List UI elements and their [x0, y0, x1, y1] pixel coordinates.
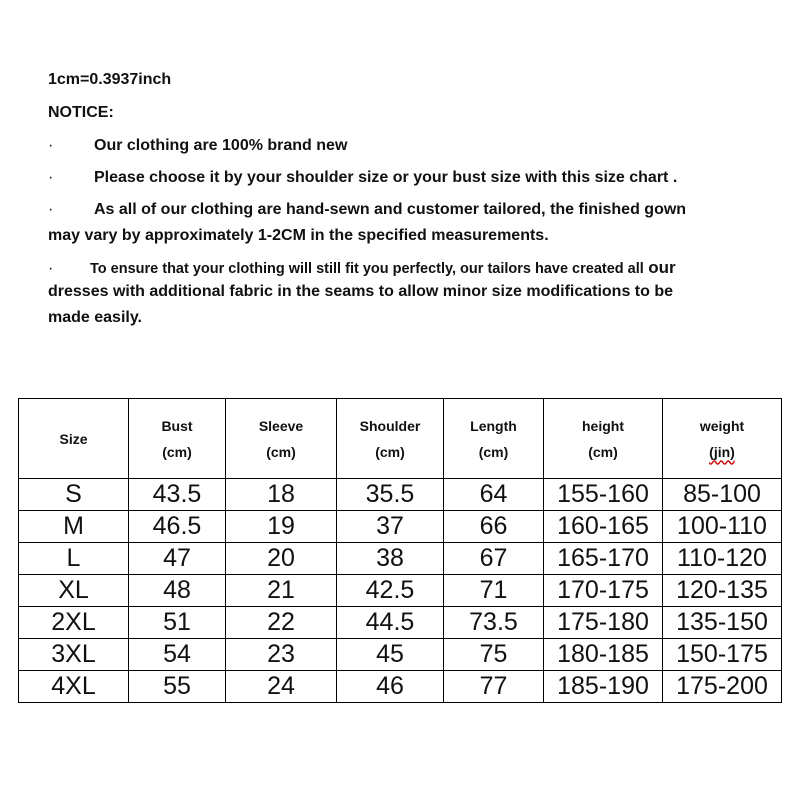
cell-sleeve: 21: [226, 575, 337, 607]
cell-length: 73.5: [444, 607, 544, 639]
table-header-row: [19, 399, 782, 479]
cell-weight: 100-110: [663, 511, 782, 543]
cell-size: 2XL: [19, 607, 129, 639]
cell-height: 165-170: [544, 543, 663, 575]
header-shoulder: Shoulder (cm): [337, 399, 444, 479]
bullet-dot: ·: [48, 260, 54, 277]
bullet-4-text-line1: To ensure that your clothing will still fit you perfectly, our tailors have created all: [90, 261, 644, 277]
cell-weight: 175-200: [663, 671, 782, 703]
bullet-2-text: Please choose it by your shoulder size or your bust size with this size chart .: [94, 169, 678, 186]
cell-length: 77: [444, 671, 544, 703]
cell-sleeve: 22: [226, 607, 337, 639]
cell-weight: 135-150: [663, 607, 782, 639]
cell-size: 4XL: [19, 671, 129, 703]
cell-height: 185-190: [544, 671, 663, 703]
table-row: [19, 543, 782, 575]
bullet-3-text-line1: As all of our clothing are hand-sewn and customer tailored, the finished gown: [94, 201, 687, 218]
bullet-4-text-line1-end: our: [648, 258, 676, 277]
notice-bullet-2: [48, 166, 677, 190]
bullet-dot: ·: [48, 169, 54, 186]
header-height: height (cm): [544, 399, 663, 479]
cell-shoulder: 46: [337, 671, 444, 703]
cell-bust: 46.5: [129, 511, 226, 543]
cell-length: 71: [444, 575, 544, 607]
cell-sleeve: 20: [226, 543, 337, 575]
notice-bullet-3: [48, 198, 686, 222]
cell-weight: 85-100: [663, 479, 782, 511]
cell-length: 64: [444, 479, 544, 511]
table-row: [19, 607, 782, 639]
cell-size: L: [19, 543, 129, 575]
header-sleeve: Sleeve (cm): [226, 399, 337, 479]
cell-bust: 54: [129, 639, 226, 671]
table-row: [19, 671, 782, 703]
bullet-3-text-line2: may vary by approximately 1-2CM in the specified measurements.: [48, 227, 549, 244]
cell-weight: 120-135: [663, 575, 782, 607]
cell-bust: 55: [129, 671, 226, 703]
cell-weight: 150-175: [663, 639, 782, 671]
cell-length: 67: [444, 543, 544, 575]
cell-size: M: [19, 511, 129, 543]
header-size: Size: [19, 399, 129, 479]
unit-conversion: 1cm=0.3937inch: [48, 71, 172, 88]
cell-sleeve: 24: [226, 671, 337, 703]
cell-shoulder: 37: [337, 511, 444, 543]
size-chart-table: [18, 398, 782, 703]
cell-bust: 43.5: [129, 479, 226, 511]
bullet-4-text-line2: dresses with additional fabric in the seams to allow minor size modifications to be: [48, 283, 674, 300]
cell-height: 175-180: [544, 607, 663, 639]
cell-shoulder: 35.5: [337, 479, 444, 511]
notice-label: NOTICE:: [48, 104, 114, 121]
cell-sleeve: 23: [226, 639, 337, 671]
header-length: Length (cm): [444, 399, 544, 479]
cell-bust: 51: [129, 607, 226, 639]
notice-bullet-1: [48, 134, 347, 158]
cell-sleeve: 18: [226, 479, 337, 511]
cell-shoulder: 42.5: [337, 575, 444, 607]
bullet-1-text: Our clothing are 100% brand new: [94, 137, 348, 154]
notice-bullet-4: [48, 256, 676, 281]
table-row: [19, 639, 782, 671]
table-row: [19, 511, 782, 543]
cell-bust: 48: [129, 575, 226, 607]
cell-bust: 47: [129, 543, 226, 575]
cell-size: XL: [19, 575, 129, 607]
bullet-dot: ·: [48, 201, 54, 218]
cell-height: 160-165: [544, 511, 663, 543]
bullet-dot: ·: [48, 137, 54, 154]
cell-length: 66: [444, 511, 544, 543]
bullet-4-text-line3: made easily.: [48, 309, 142, 326]
header-bust: Bust (cm): [129, 399, 226, 479]
cell-size: S: [19, 479, 129, 511]
cell-height: 170-175: [544, 575, 663, 607]
cell-weight: 110-120: [663, 543, 782, 575]
cell-height: 155-160: [544, 479, 663, 511]
cell-sleeve: 19: [226, 511, 337, 543]
table-row: [19, 575, 782, 607]
table-row: [19, 479, 782, 511]
cell-size: 3XL: [19, 639, 129, 671]
cell-shoulder: 45: [337, 639, 444, 671]
cell-shoulder: 44.5: [337, 607, 444, 639]
header-weight: weight (jin): [663, 399, 782, 479]
cell-length: 75: [444, 639, 544, 671]
cell-height: 180-185: [544, 639, 663, 671]
cell-shoulder: 38: [337, 543, 444, 575]
